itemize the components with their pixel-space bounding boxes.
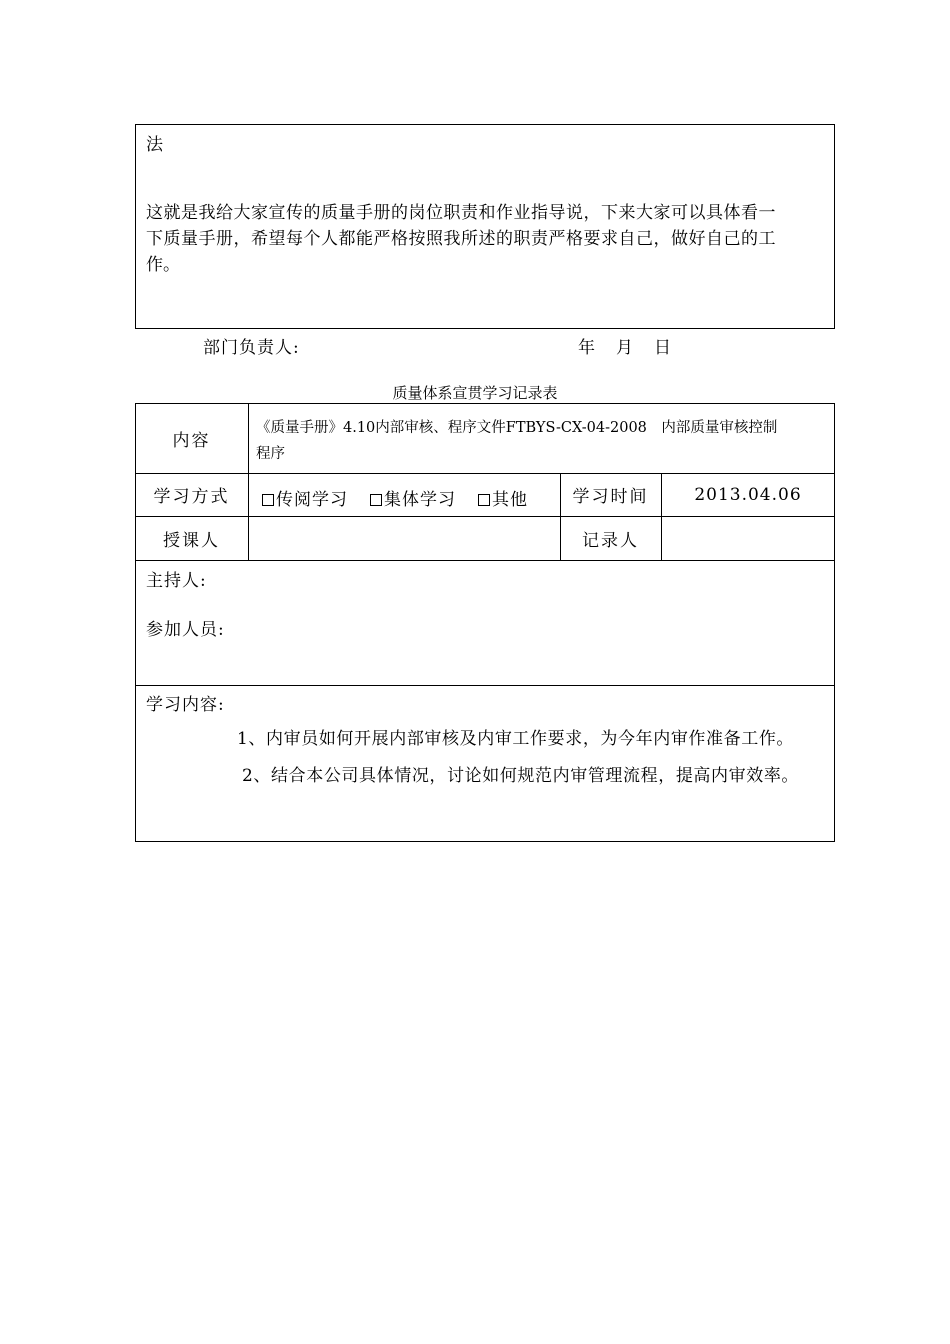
date-year: 年 [578,338,595,358]
row-divider-4 [135,685,835,686]
participants-label: 参加人员: [146,620,225,640]
top-line-fa: 法 [146,135,163,155]
option-circulate[interactable]: 传阅学习 [262,490,348,510]
host-label: 主持人: [146,571,207,591]
content-value-line-2: 程序 [256,446,285,462]
study-content-label: 学习内容: [146,695,225,715]
method-label: 学习方式 [153,487,230,507]
lecturer-label: 授课人 [163,530,220,551]
time-value: 2013.04.06 [694,484,802,505]
dept-head-label: 部门负责人: [203,338,300,358]
recorder-value[interactable] [661,516,835,560]
checkbox-icon[interactable] [478,494,490,506]
study-item-2: 2、结合本公司具体情况，讨论如何规范内审管理流程，提高内审效率。 [242,766,800,786]
top-paragraph-line-2: 下质量手册，希望每个人都能严格按照我所述的职责严格要求自己，做好自己的工 [146,229,776,249]
option-group[interactable]: 集体学习 [370,490,456,510]
recorder-label: 记录人 [582,530,639,551]
top-paragraph-line-1: 这就是我给大家宣传的质量手册的岗位职责和作业指导说，下来大家可以具体看一 [146,203,776,223]
checkbox-icon[interactable] [262,494,274,506]
time-label: 学习时间 [572,487,649,507]
top-paragraph-line-3: 作。 [146,255,180,275]
row-divider-3 [135,560,835,561]
content-value-line-1: 《质量手册》4.10内部审核、程序文件FTBYS-CX-04-2008 内部质量审核控制 [256,420,778,436]
lecturer-value[interactable] [248,516,560,560]
checkbox-icon[interactable] [370,494,382,506]
method-options [262,485,528,510]
date-day: 日 [654,338,671,358]
content-label: 内容 [172,430,211,451]
form-title: 质量体系宣贯学习记录表 [392,384,558,402]
study-item-1: 1、内审员如何开展内部审核及内审工作要求，为今年内审作准备工作。 [237,729,795,749]
option-other[interactable]: 其他 [478,490,528,510]
date-month: 月 [616,338,633,358]
